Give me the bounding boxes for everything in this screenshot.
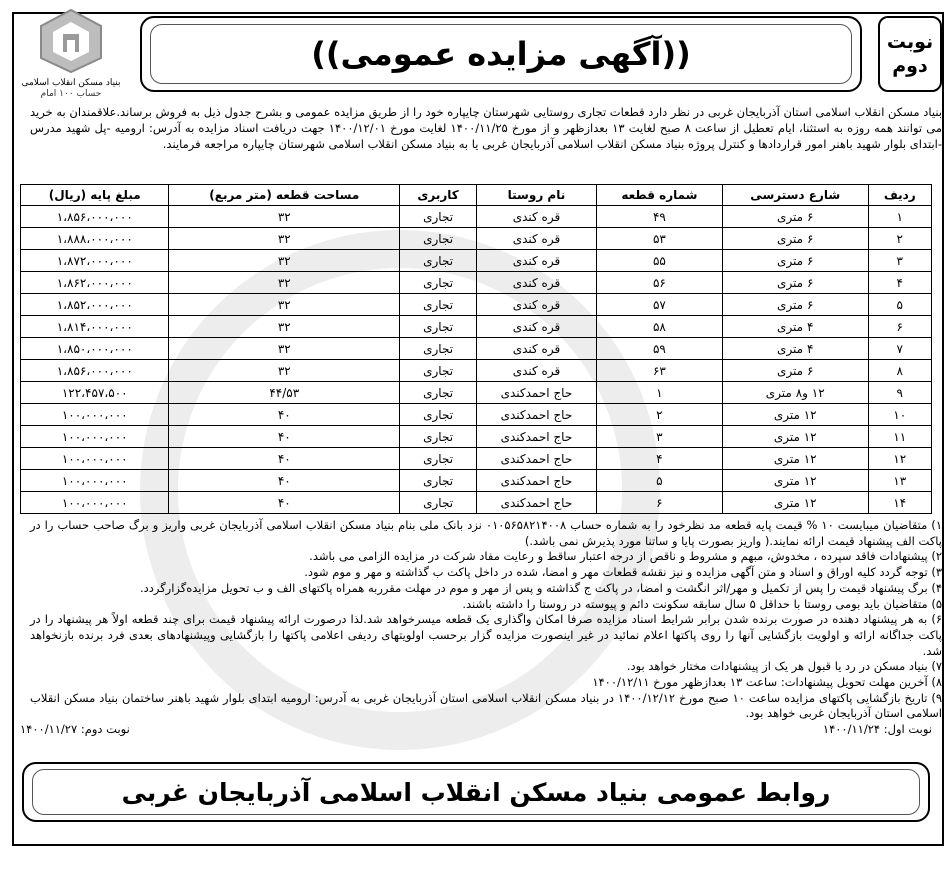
- cell-village-name: حاج احمدکندی: [477, 404, 597, 426]
- condition-item: ۱) متقاضیان میبایست ۱۰ % قیمت پایه قطعه مد نظرخود را به شماره حساب ۰۱۰۵۶۵۸۲۱۴۰۰۸ نزد بانک ملی بنام بنیاد مسکن انقلاب اسلامی آذربایجان غربی واریز و برگ صاحب حساب را در پاکت الف پیشنهاد قیمت ارائه نمایند.( واریز بصورت پایا و ساتنا مورد پذیرش نمی باشد.): [30, 518, 942, 548]
- cell-usage: تجاری: [400, 404, 477, 426]
- cell-area: ۳۲: [169, 294, 400, 316]
- cell-usage: تجاری: [400, 206, 477, 228]
- cell-lot-number: ۵۷: [596, 294, 722, 316]
- header-base-price: مبلغ پایه (ریال): [21, 185, 169, 206]
- cell-base-price: ۱۲۲،۴۵۷،۵۰۰: [21, 382, 169, 404]
- cell-base-price: ۱،۸۵۶،۰۰۰،۰۰۰: [21, 206, 169, 228]
- cell-village-name: قره کندی: [477, 206, 597, 228]
- cell-village-name: حاج احمدکندی: [477, 382, 597, 404]
- cell-access-street: ۶ متری: [722, 228, 868, 250]
- cell-access-street: ۶ متری: [722, 272, 868, 294]
- table-body: [21, 206, 932, 514]
- cell-village-name: حاج احمدکندی: [477, 426, 597, 448]
- table-row: [21, 360, 932, 382]
- cell-row-number: ۴: [868, 272, 932, 294]
- cell-row-number: ۸: [868, 360, 932, 382]
- condition-item: ۶) به هر پیشنهاد دهنده در صورت برنده شدن برابر شرایط اسناد مزایده صرفا امکان واگذاری یک قطعه میسرخواهد شد.لذا درصورت ارائه پیشنهاد قیمت برای چند قطعه اولاً هر پیشنهاد را در پاکت جداگانه ارائه و اولویت بازگشایی آنها را روی پاکتها اعلام نمائید در غیر اینصورت مزایده گزار برحسب اولویتهای ردیفی اعلامی پاکتها را بازگشایی وپیشنهادهای بعدی فرد برنده بازنخواهد شد.: [30, 612, 942, 658]
- cell-base-price: ۱۰۰،۰۰۰،۰۰۰: [21, 470, 169, 492]
- cell-row-number: ۱۰: [868, 404, 932, 426]
- table-row: [21, 470, 932, 492]
- condition-item: ۵) متقاضیان باید بومی روستا با حداقل ۵ سال سابقه سکونت دائم و پیوسته در روستا را داشته باشند.: [462, 596, 942, 611]
- cell-area: ۳۲: [169, 272, 400, 294]
- table-row: [21, 294, 932, 316]
- cell-base-price: ۱،۸۵۰،۰۰۰،۰۰۰: [21, 338, 169, 360]
- table-row: [21, 316, 932, 338]
- cell-row-number: ۱۱: [868, 426, 932, 448]
- cell-usage: تجاری: [400, 470, 477, 492]
- cell-row-number: ۵: [868, 294, 932, 316]
- table-header-row: [21, 185, 932, 206]
- cell-village-name: قره کندی: [477, 294, 597, 316]
- cell-lot-number: ۵۳: [596, 228, 722, 250]
- cell-row-number: ۲: [868, 228, 932, 250]
- cell-area: ۳۲: [169, 338, 400, 360]
- cell-usage: تجاری: [400, 294, 477, 316]
- cell-base-price: ۱۰۰،۰۰۰،۰۰۰: [21, 404, 169, 426]
- header-village-name: نام روستا: [477, 185, 597, 206]
- condition-item: ۳) توجه گردد کلیه اوراق و اسناد و متن آگهی مزایده و نیز نقشه قطعات مهر و امضا، شده در داخل پاکت ب گذاشته و مهر و موم شود.: [304, 565, 942, 580]
- cell-row-number: ۷: [868, 338, 932, 360]
- header-usage: کاربری: [400, 185, 477, 206]
- page-title: ((آگهی مزایده عمومی)): [150, 24, 852, 84]
- badge-line1: نوبت: [886, 31, 934, 53]
- cell-usage: تجاری: [400, 492, 477, 514]
- cell-village-name: قره کندی: [477, 360, 597, 382]
- cell-base-price: ۱۰۰،۰۰۰،۰۰۰: [21, 448, 169, 470]
- cell-lot-number: ۶۳: [596, 360, 722, 382]
- cell-access-street: ۴ متری: [722, 316, 868, 338]
- condition-item: ۸) آخرین مهلت تحویل پیشنهادات: ساعت ۱۳ بعدازظهر مورخ ۱۴۰۰/۱۲/۱۱: [592, 675, 942, 690]
- cell-area: ۴۰: [169, 426, 400, 448]
- cell-lot-number: ۳: [596, 426, 722, 448]
- cell-usage: تجاری: [400, 316, 477, 338]
- house-emblem-icon: [35, 6, 107, 74]
- cell-row-number: ۱: [868, 206, 932, 228]
- cell-lot-number: ۲: [596, 404, 722, 426]
- cell-lot-number: ۶: [596, 492, 722, 514]
- cell-village-name: حاج احمدکندی: [477, 448, 597, 470]
- cell-base-price: ۱۰۰،۰۰۰،۰۰۰: [21, 492, 169, 514]
- cell-village-name: قره کندی: [477, 272, 597, 294]
- cell-lot-number: ۵۹: [596, 338, 722, 360]
- header-lot-number: شماره قطعه: [596, 185, 722, 206]
- cell-access-street: ۱۲ متری: [722, 470, 868, 492]
- cell-usage: تجاری: [400, 360, 477, 382]
- cell-base-price: ۱۰۰،۰۰۰،۰۰۰: [21, 426, 169, 448]
- cell-lot-number: ۴: [596, 448, 722, 470]
- cell-lot-number: ۵۶: [596, 272, 722, 294]
- second-publication-date: نوبت دوم: ۱۴۰۰/۱۱/۲۷: [20, 722, 130, 736]
- cell-lot-number: ۴۹: [596, 206, 722, 228]
- intro-paragraph: بنیاد مسکن انقلاب اسلامی استان آذربایجان غربی در نظر دارد قطعات تجاری روستایی شهرستان چایپاره خود را از طریق مزایده عمومی و بشرح جدول ذیل به فروش برساند.علاقمندان به خرید می توانند همه روزه به استثنا، ایام تعطیل از ساعت ۸ صبح لغایت ۱۳ بعدازظهر و از مورخ ۱۴۰۰/۱۱/۲۵ لغایت مورخ ۱۴۰۰/۱۲/۰۱ جهت دریافت اسناد مزایده به آدرس: ارومیه -پل شهید مدرس -ابتدای بلوار شهید باهنر امور قراردادها و کنترل پروژه بنیاد مسکن انقلاب اسلامی آذربایجان غربی یا به بنیاد مسکن انقلاب اسلامی شهرستان چایپاره مراجعه فرمایند.: [30, 105, 942, 151]
- cell-base-price: ۱،۸۵۲،۰۰۰،۰۰۰: [21, 294, 169, 316]
- cell-village-name: قره کندی: [477, 228, 597, 250]
- cell-usage: تجاری: [400, 426, 477, 448]
- cell-usage: تجاری: [400, 448, 477, 470]
- conditions-list: [30, 518, 942, 722]
- cell-access-street: ۱۲ متری: [722, 404, 868, 426]
- logo-account: حساب ۱۰۰ امام: [40, 89, 102, 99]
- cell-usage: تجاری: [400, 272, 477, 294]
- cell-area: ۳۲: [169, 250, 400, 272]
- cell-area: ۴۰: [169, 492, 400, 514]
- cell-access-street: ۶ متری: [722, 250, 868, 272]
- condition-item: ۴) برگ پیشنهاد قیمت را پس از تکمیل و مهر/اثر انگشت و امضا، در پاکت ج گذاشته و پس از مهر و موم در مهلت مقرربه همراه پاکتهای الف و ب تحویل مزایده‌گزارگردد.: [139, 580, 942, 595]
- cell-base-price: ۱،۸۷۲،۰۰۰،۰۰۰: [21, 250, 169, 272]
- table-row: [21, 206, 932, 228]
- lots-table: [20, 184, 932, 514]
- cell-usage: تجاری: [400, 250, 477, 272]
- table-row: [21, 382, 932, 404]
- cell-area: ۴۰: [169, 448, 400, 470]
- cell-lot-number: ۱: [596, 382, 722, 404]
- cell-area: ۳۲: [169, 228, 400, 250]
- cell-lot-number: ۵۵: [596, 250, 722, 272]
- condition-item: ۹) تاریخ بازگشایی پاکتهای مزایده ساعت ۱۰ صبح مورخ ۱۴۰۰/۱۲/۱۲ در بنیاد مسکن انقلاب اسلامی استان آذربایجان غربی به آدرس: ارومیه ابتدای بلوار شهید باهنر ساختمان بنیاد مسکن انقلاب اسلامی استان آذربایجان غربی خواهد بود.: [30, 690, 943, 721]
- cell-row-number: ۶: [868, 316, 932, 338]
- cell-row-number: ۹: [868, 382, 932, 404]
- first-publication-date: نوبت اول: ۱۴۰۰/۱۱/۲۴: [822, 722, 932, 736]
- cell-row-number: ۱۲: [868, 448, 932, 470]
- header-access-street: شارع دسترسی: [722, 185, 868, 206]
- cell-access-street: ۴ متری: [722, 338, 868, 360]
- cell-row-number: ۳: [868, 250, 932, 272]
- table-row: [21, 492, 932, 514]
- table-row: [21, 448, 932, 470]
- cell-usage: تجاری: [400, 382, 477, 404]
- round-badge: [878, 16, 942, 92]
- cell-village-name: حاج احمدکندی: [477, 492, 597, 514]
- table-row: [21, 426, 932, 448]
- cell-access-street: ۶ متری: [722, 294, 868, 316]
- cell-access-street: ۱۲ متری: [722, 492, 868, 514]
- cell-row-number: ۱۳: [868, 470, 932, 492]
- cell-base-price: ۱،۸۶۲،۰۰۰،۰۰۰: [21, 272, 169, 294]
- cell-area: ۴۰: [169, 470, 400, 492]
- cell-access-street: ۱۲ متری: [722, 426, 868, 448]
- cell-access-street: ۱۲ و۸ متری: [722, 382, 868, 404]
- condition-item: ۲) پیشنهادات فاقد سپرده ، مخدوش، مبهم و مشروط و ناقص از درجه اعتبار ساقط و رعایت مفاد شرکت در مزایده الزامی می باشد.: [309, 549, 942, 564]
- badge-line2: دوم: [892, 55, 928, 77]
- publication-dates: [20, 722, 932, 738]
- cell-area: ۳۲: [169, 316, 400, 338]
- cell-area: ۴۴/۵۳: [169, 382, 400, 404]
- table-row: [21, 338, 932, 360]
- cell-usage: تجاری: [400, 338, 477, 360]
- title-box: [140, 16, 862, 92]
- header-area: مساحت قطعه (متر مربع): [169, 185, 400, 206]
- footer-title: روابط عمومی بنیاد مسکن انقلاب اسلامی آذربایجان غربی: [32, 769, 920, 815]
- cell-access-street: ۱۲ متری: [722, 448, 868, 470]
- cell-village-name: قره کندی: [477, 316, 597, 338]
- cell-row-number: ۱۴: [868, 492, 932, 514]
- cell-usage: تجاری: [400, 228, 477, 250]
- logo-org-name: بنیاد مسکن انقلاب اسلامی: [21, 78, 121, 88]
- cell-village-name: قره کندی: [477, 250, 597, 272]
- condition-item: ۷) بنیاد مسکن در رد یا قبول هر یک از پیشنهادات مختار خواهد بود.: [626, 659, 942, 674]
- table-row: [21, 228, 932, 250]
- table-row: [21, 250, 932, 272]
- cell-base-price: ۱،۸۸۸،۰۰۰،۰۰۰: [21, 228, 169, 250]
- cell-area: ۳۲: [169, 206, 400, 228]
- table-row: [21, 272, 932, 294]
- footer-box: [22, 762, 930, 822]
- cell-lot-number: ۵: [596, 470, 722, 492]
- cell-access-street: ۶ متری: [722, 360, 868, 382]
- table-row: [21, 404, 932, 426]
- cell-lot-number: ۵۸: [596, 316, 722, 338]
- header-row-number: ردیف: [868, 185, 932, 206]
- cell-area: ۴۰: [169, 404, 400, 426]
- cell-area: ۳۲: [169, 360, 400, 382]
- cell-access-street: ۶ متری: [722, 206, 868, 228]
- cell-base-price: ۱،۸۱۴،۰۰۰،۰۰۰: [21, 316, 169, 338]
- logo: [8, 6, 134, 102]
- cell-village-name: قره کندی: [477, 338, 597, 360]
- cell-village-name: حاج احمدکندی: [477, 470, 597, 492]
- cell-base-price: ۱،۸۵۶،۰۰۰،۰۰۰: [21, 360, 169, 382]
